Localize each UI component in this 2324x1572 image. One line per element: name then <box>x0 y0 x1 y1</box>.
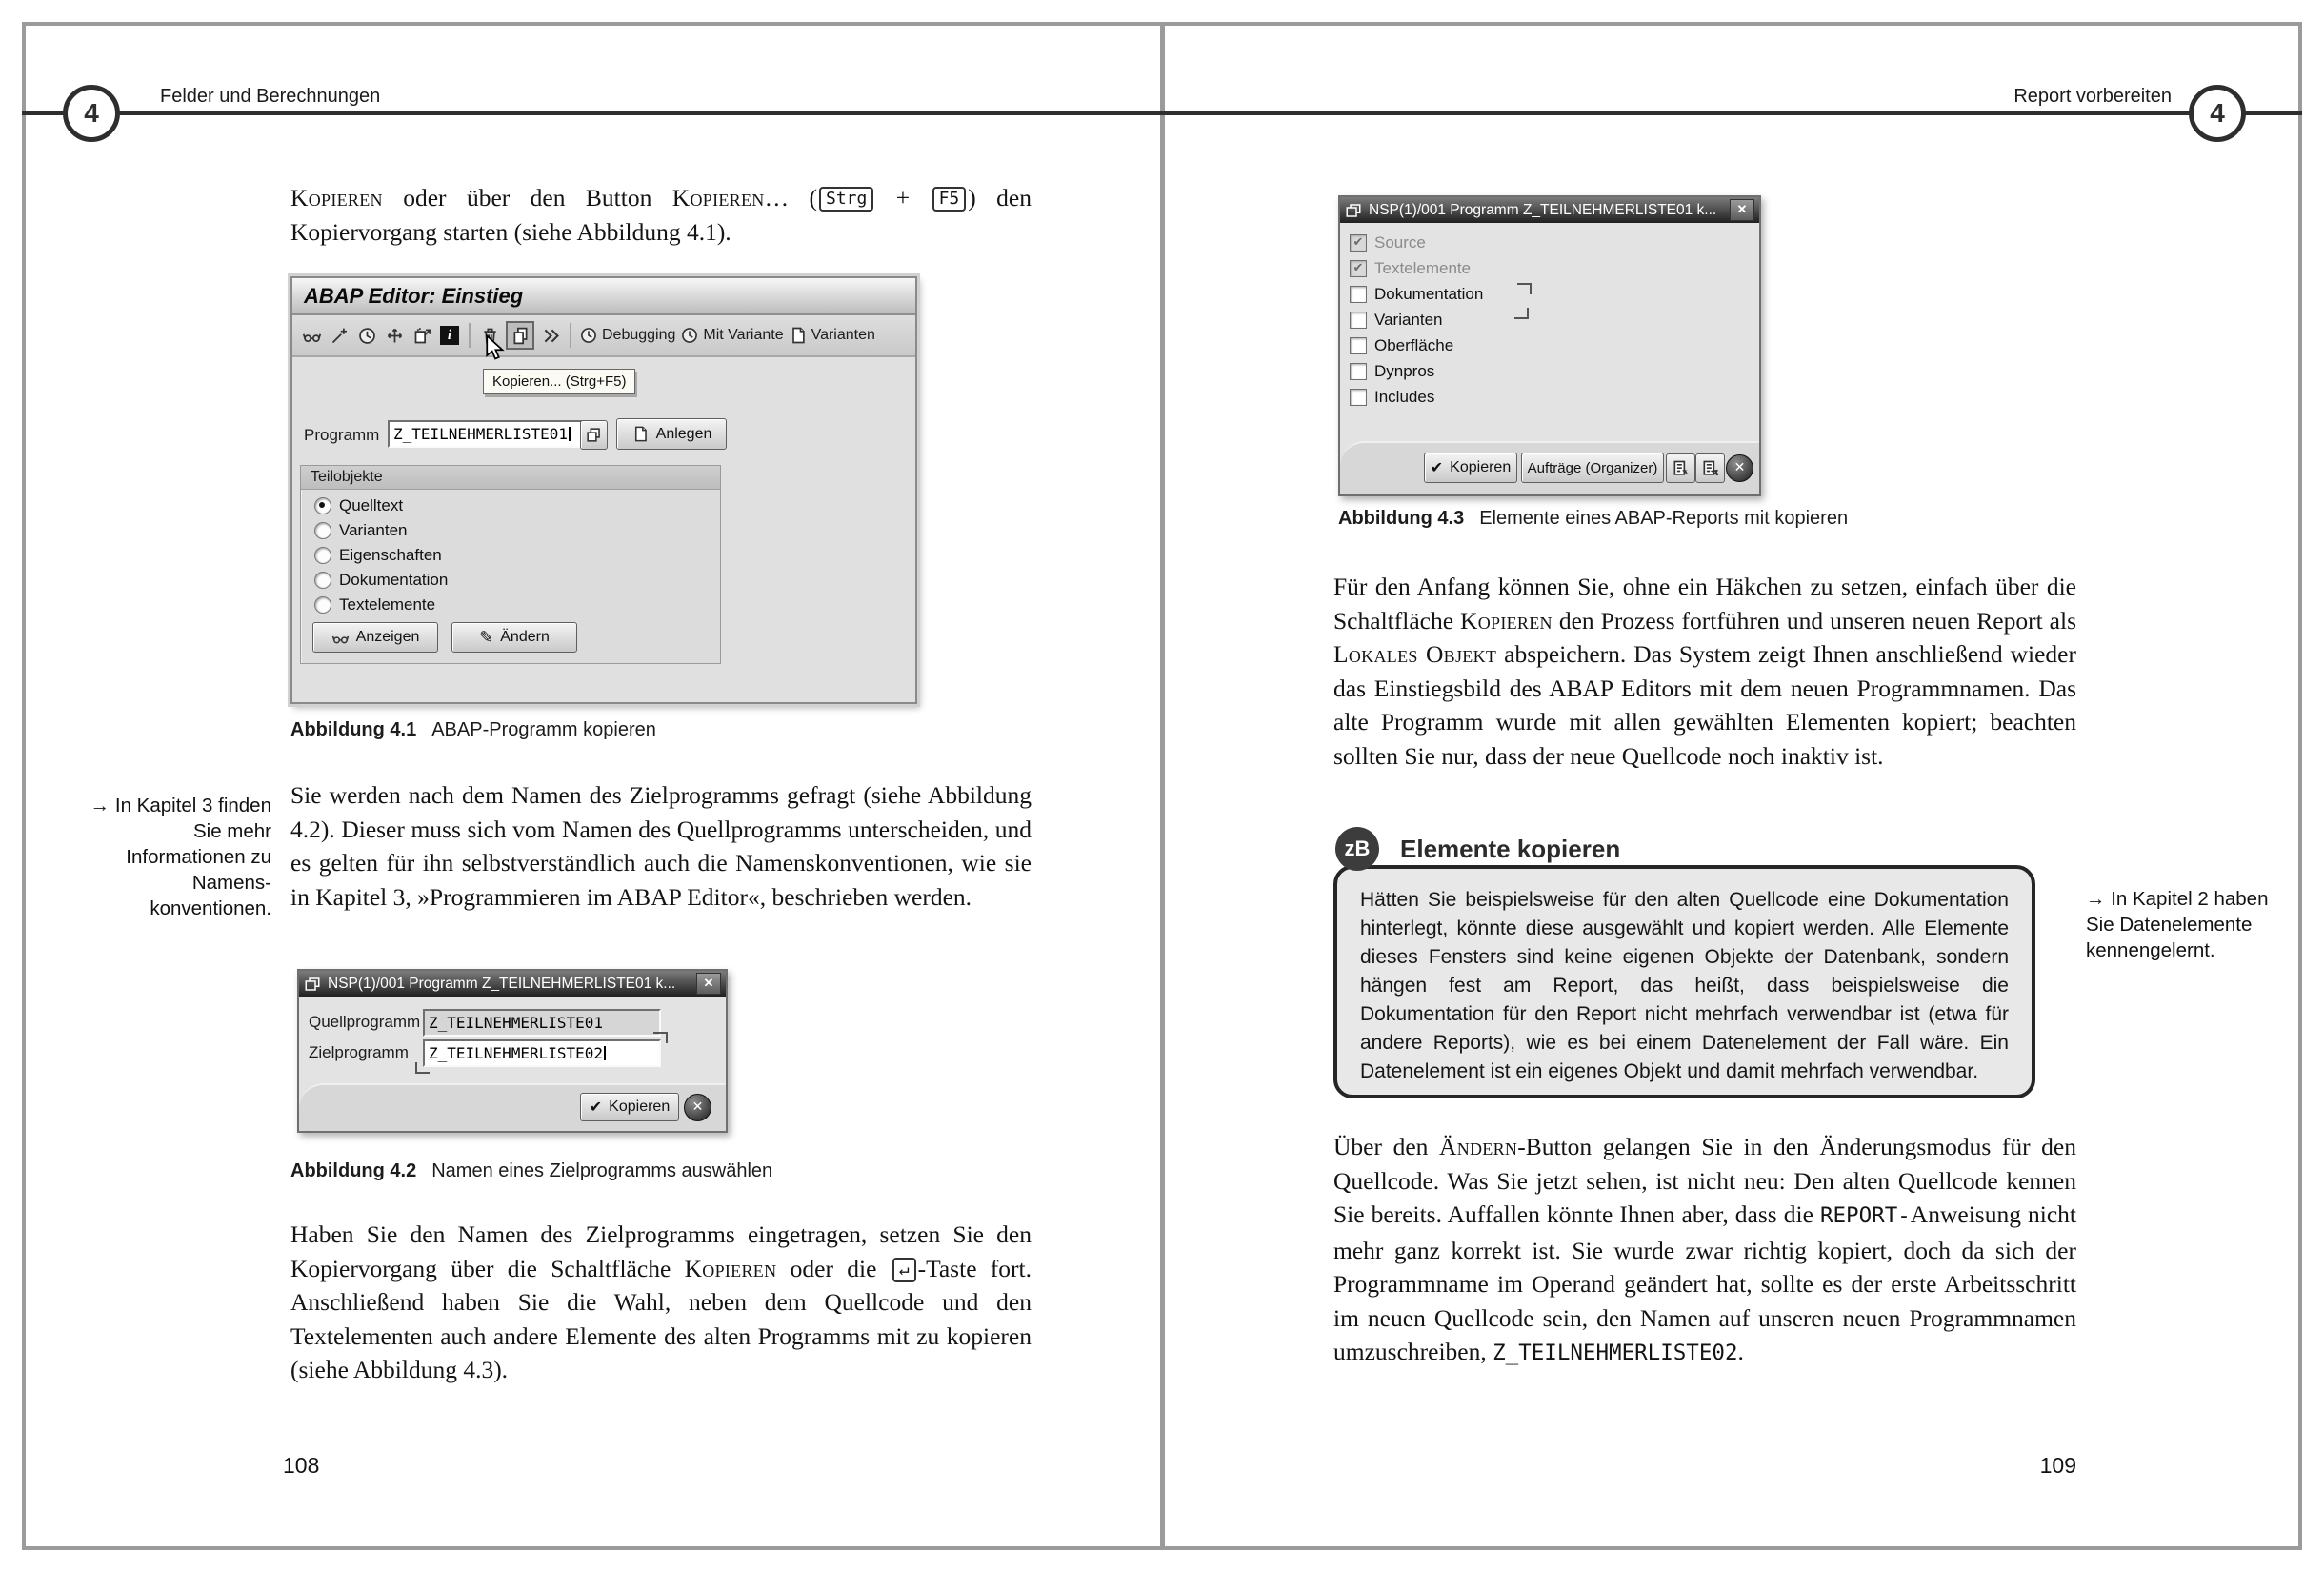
matchcode-button[interactable] <box>580 420 608 450</box>
programm-input[interactable] <box>388 420 588 448</box>
checkbox-dynpros[interactable] <box>1350 362 1434 381</box>
varianten-button[interactable] <box>789 326 875 345</box>
kopieren-button[interactable] <box>580 1093 679 1121</box>
teilobjekte-groupbox <box>300 465 721 664</box>
smallcaps-kopieren: Kopieren <box>671 184 765 212</box>
tooltip-kopieren: Kopieren... (Strg+F5) <box>483 369 635 394</box>
cancel-icon[interactable]: ✕ <box>1726 454 1753 482</box>
check-icon: ✔ <box>589 1099 603 1116</box>
chapter-number: 4 <box>2210 98 2225 128</box>
debugging-label: Debugging <box>602 327 676 343</box>
skip-icon[interactable] <box>539 323 562 348</box>
selection-bracket <box>1514 308 1529 319</box>
selection-bracket <box>653 1032 668 1043</box>
radio-icon <box>314 596 331 614</box>
paragraph-zielprogramm: Sie werden nach dem Namen des Zielprogramms gefragt (siehe Abbildung 4.2). Dieser muss sich vom Namen des Quellprogramms unterscheiden, und es gelten für ihn selbstverständlich auch die Namenskonventionen, wie sie in Kapitel 3, »Programmieren im ABAP Editor«, beschrieben werden. <box>290 781 1032 911</box>
zielprogramm-input[interactable] <box>423 1039 661 1067</box>
text: den Prozess fortführen und unseren neuen Report als <box>1552 606 2076 635</box>
checkbox-icon: ✔ <box>1350 234 1367 252</box>
mouse-cursor <box>481 333 510 367</box>
chapter-number-badge-right <box>2189 85 2246 142</box>
mit-variante-label: Mit Variante <box>703 327 784 343</box>
checkbox-icon <box>1350 286 1367 303</box>
caption-text: Namen eines Zielprogramms auswählen <box>431 1160 773 1181</box>
info-icon[interactable]: i <box>438 323 461 348</box>
sap-toolbar <box>292 315 915 357</box>
key-f5: F5 <box>932 187 967 212</box>
copy-icon[interactable] <box>506 321 534 350</box>
text-caret <box>604 1046 606 1060</box>
caption-fig-4-2 <box>290 1160 772 1182</box>
smallcaps-lokales-objekt: Lokales Objekt <box>1333 640 1497 668</box>
checkbox-oberflaeche[interactable] <box>1350 336 1453 355</box>
smallcaps-kopieren: Kopieren <box>1460 606 1553 635</box>
kopieren-label: Kopieren <box>609 1098 671 1115</box>
text: Haben Sie den Namen des Zielprogramms eingetragen, setzen Sie den Kopiervorgang über die Schaltfläche <box>290 1220 1032 1282</box>
radio-icon <box>314 547 331 564</box>
text: ) den Kopiervorgang starten (siehe Abbildung 4.1). <box>290 184 1032 246</box>
close-icon[interactable]: ✕ <box>1730 199 1754 221</box>
paragraph-lokales-objekt <box>1333 570 2076 773</box>
cancel-icon[interactable]: ✕ <box>684 1094 711 1121</box>
checkbox-label: Dynpros <box>1374 362 1435 380</box>
window-icon <box>304 976 321 993</box>
aendern-label: Ändern <box>500 629 550 645</box>
checkbox-icon <box>1350 337 1367 354</box>
text: . <box>1737 1338 1744 1365</box>
anzeigen-label: Anzeigen <box>355 629 420 645</box>
programm-value: Z_TEILNEHMERLISTE01 <box>393 425 569 443</box>
selection-bracket <box>415 1062 430 1074</box>
text: abspeichern. Das System zeigt Ihnen anschließend wieder das Einstiegsbild des ABAP Editors mit dem neuen Programmnamen. Das alte Programm wurde mit allen gewählten Elementen kopiert; beachten sollten Sie nur, dass der neue Quellcode noch inaktiv ist. <box>1333 640 2076 770</box>
radio-varianten[interactable] <box>314 521 408 540</box>
kopieren-label: Kopieren <box>1450 459 1512 475</box>
kopieren-button[interactable] <box>1424 453 1517 483</box>
anzeigen-button[interactable] <box>312 622 438 653</box>
radio-label: Dokumentation <box>339 571 449 589</box>
checkbox-label: Textelemente <box>1374 259 1472 277</box>
dialog-title: NSP(1)/001 Programm Z_TEILNEHMERLISTE01 k... <box>1369 201 1717 218</box>
dialog-titlebar <box>299 971 726 997</box>
toolbar-separator <box>570 323 571 348</box>
close-icon[interactable]: ✕ <box>696 973 721 995</box>
caption-text: Elemente eines ABAP-Reports mit kopieren <box>1479 508 1849 529</box>
paragraph-kopiervorgang <box>290 1218 1032 1387</box>
text: -Taste fort. Anschließend haben Sie die Wahl, neben dem Quellcode und den Textelementen auch andere Elemente des alten Programms mit zu kopieren (siehe Abbildung 4.3). <box>290 1254 1032 1383</box>
page-divider <box>1160 22 1165 1550</box>
text: oder über den Button <box>382 184 672 212</box>
zb-badge: zB <box>1335 827 1379 871</box>
checkbox-label: Includes <box>1374 388 1435 406</box>
aendern-button[interactable] <box>451 622 577 653</box>
radio-label: Eigenschaften <box>339 546 442 564</box>
transport-request-icon[interactable] <box>1666 453 1695 483</box>
caption-label: Abbildung 4.3 <box>1338 508 1465 529</box>
teilobjekte-group-title: Teilobjekte <box>301 466 720 490</box>
checkbox-icon <box>1350 363 1367 380</box>
radio-eigenschaften[interactable] <box>314 546 442 565</box>
new-session-icon[interactable] <box>411 323 433 348</box>
text: Anweisung nicht mehr ganz korrekt ist. Sie wurde zwar richtig kopiert, doch da sich der Programmname im Operand geändert hat, sollte es der erste Arbeitsschritt im neuen Quellcode sein, den Namen auf unseren neuen Programmnamen umzuschreiben, <box>1333 1200 2076 1365</box>
checkbox-label: Varianten <box>1374 311 1443 329</box>
caption-label: Abbildung 4.1 <box>290 719 417 740</box>
margin-note-kapitel-2: → In Kapitel 2 haben Sie Datenelemente kennengelernt. <box>2086 888 2269 961</box>
page-number-left: 108 <box>283 1453 320 1478</box>
wand-icon[interactable] <box>328 323 351 348</box>
checkbox-varianten[interactable] <box>1350 311 1443 330</box>
checkbox-icon: ✔ <box>1350 260 1367 277</box>
zielprogramm-label: Zielprogramm <box>309 1043 409 1061</box>
radio-dokumentation[interactable] <box>314 571 448 590</box>
screenshot-elements-dialog <box>1338 195 1761 496</box>
auftraege-label: Aufträge (Organizer) <box>1527 459 1658 476</box>
checkbox-includes[interactable] <box>1350 388 1434 407</box>
checkbox-dokumentation[interactable] <box>1350 285 1483 304</box>
screenshot-copy-dialog <box>297 969 728 1133</box>
radio-label: Textelemente <box>339 595 436 614</box>
dialog-title: NSP(1)/001 Programm Z_TEILNEHMERLISTE01 k... <box>328 975 676 992</box>
frame-right <box>2298 22 2302 1550</box>
radio-label: Quelltext <box>339 496 404 514</box>
caption-fig-4-3 <box>1338 508 1848 530</box>
chapter-number-badge-left <box>63 85 120 142</box>
screenshot-abap-editor <box>290 276 917 704</box>
checkbox-icon <box>1350 389 1367 406</box>
running-head-right: Report vorbereiten <box>2013 86 2172 107</box>
radio-icon <box>314 572 331 589</box>
checkbox-icon <box>1350 312 1367 329</box>
auftraege-organizer-button[interactable] <box>1521 453 1664 483</box>
code-programmname: Z_TEILNEHMERLISTE02 <box>1493 1340 1738 1365</box>
key-strg: Strg <box>819 187 873 212</box>
paragraph-aendern-button <box>1333 1130 2076 1371</box>
display-change-icon[interactable] <box>300 323 323 348</box>
anlegen-button[interactable] <box>616 418 727 450</box>
smallcaps-kopieren: Kopieren <box>684 1254 777 1282</box>
checkbox-source[interactable] <box>1350 233 1426 252</box>
caption-text: ABAP-Programm kopieren <box>431 719 656 740</box>
programm-label: Programm <box>304 426 380 444</box>
smallcaps-kopieren: Kopieren <box>290 184 383 212</box>
caption-fig-4-1 <box>290 719 656 741</box>
radio-icon <box>314 522 331 539</box>
checkbox-label: Dokumentation <box>1374 285 1484 303</box>
anlegen-label: Anlegen <box>655 425 712 442</box>
zb-box-heading: Elemente kopieren <box>1400 835 1621 863</box>
text: Für den Anfang können Sie, ohne ein Häkchen zu setzen, einfach über die Schaltfläche <box>1333 573 2076 635</box>
caption-label: Abbildung 4.2 <box>290 1160 417 1181</box>
where-used-icon[interactable] <box>383 323 406 348</box>
execute-clock-icon[interactable] <box>355 323 378 348</box>
pencil-icon: ✎ <box>479 627 494 647</box>
text: … ( <box>764 184 817 212</box>
text: -Button gelangen Sie in den Änderungsmodus für den Quellcode. Was Sie jetzt sehen, ist nicht neu: Den alten Quellcode kennen Sie bereits. Auffallen könnte Ihnen aber, dass die <box>1333 1133 2077 1228</box>
checkbox-label: Oberfläche <box>1374 336 1454 354</box>
text: oder die <box>776 1254 891 1282</box>
radio-quelltext[interactable] <box>314 496 403 515</box>
zielprogramm-value: Z_TEILNEHMERLISTE02 <box>429 1044 604 1062</box>
text: + <box>875 184 931 212</box>
radio-label: Varianten <box>339 521 408 539</box>
checkbox-textelemente[interactable] <box>1350 259 1471 278</box>
chapter-number: 4 <box>84 98 99 128</box>
header-rule <box>22 111 2302 115</box>
debugging-button[interactable] <box>579 326 675 345</box>
varianten-label: Varianten <box>811 327 875 343</box>
quellprogramm-input: Z_TEILNEHMERLISTE01 <box>423 1009 661 1037</box>
page-number-right: 109 <box>2039 1453 2076 1478</box>
checkbox-label: Source <box>1374 233 1426 252</box>
toolbar-separator <box>469 323 471 348</box>
frame-left <box>22 22 26 1550</box>
smallcaps-aendern: Ändern <box>1438 1133 1518 1160</box>
margin-note-kapitel-3: → In Kapitel 3 finden Sie mehr Informationen zu Namenskonventionen. <box>90 795 271 919</box>
key-enter: ↵ <box>892 1258 916 1282</box>
radio-textelemente[interactable] <box>314 595 435 615</box>
text-caret <box>569 427 571 441</box>
mit-variante-button[interactable] <box>680 326 783 345</box>
code-report: REPORT- <box>1819 1203 1911 1228</box>
sap-window-title: ABAP Editor: Einstieg <box>292 278 915 315</box>
selection-bracket <box>1517 283 1532 294</box>
local-object-icon[interactable] <box>1695 453 1725 483</box>
quellprogramm-label: Quellprogramm <box>309 1013 421 1031</box>
zb-box-body: Hätten Sie beispielsweise für den alten Quellcode eine Dokumentation hinterlegt, könnte diese ausgewählt und kopiert werden. Alle Elemente dieses Fensters sind keine eigenen Objekte der Datenbank, sondern hängen fest am Report, das heißt, dass beispielsweise die Dokumentation für den Report nicht mehrfach verwendbar ist (etwa für andere Reports), wie es bei einem Datenelement der Fall wäre. Ein Datenelement ist ein eigenes Objekt und damit mehrfach verwendbar. <box>1333 865 2035 1098</box>
paragraph-intro-copy <box>290 181 1032 249</box>
window-icon <box>1345 202 1362 219</box>
check-icon: ✔ <box>1430 460 1444 476</box>
text: Über den <box>1333 1133 1439 1160</box>
dialog-titlebar <box>1340 197 1759 223</box>
running-head-left: Felder und Berechnungen <box>160 86 381 107</box>
radio-icon <box>314 497 331 514</box>
